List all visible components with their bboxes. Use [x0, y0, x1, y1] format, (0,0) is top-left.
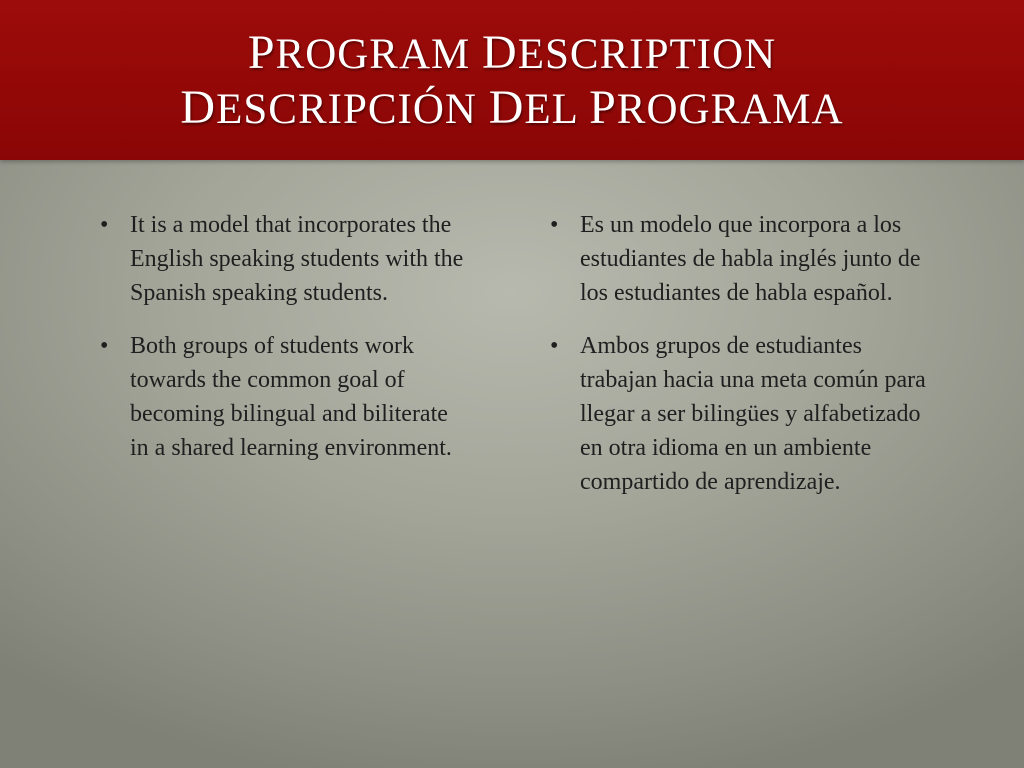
- bullet-item-spanish-2: • Ambos grupos de estudiantes trabajan hacia una meta común para llegar a ser bilingües y alfabetizado en otra idioma en un ambiente compartido de aprendizaje.: [548, 329, 938, 499]
- slide-title-english: PROGRAM DESCRIPTION: [247, 26, 777, 79]
- right-bullet-list: [548, 208, 938, 518]
- bullet-item-spanish-1: • Es un modelo que incorpora a los estudiantes de habla inglés junto de los estudiantes de habla español.: [548, 208, 938, 310]
- slide-title-spanish: DESCRIPCIÓN DEL PROGRAMA: [180, 81, 844, 134]
- bullet-item-english-2: • Both groups of students work towards the common goal of becoming bilingual and biliterate in a shared learning environment.: [98, 329, 468, 465]
- title-band: [0, 0, 1024, 160]
- left-bullet-list: [98, 208, 468, 484]
- bullet-item-english-1: • It is a model that incorporates the English speaking students with the Spanish speaking students.: [98, 208, 468, 310]
